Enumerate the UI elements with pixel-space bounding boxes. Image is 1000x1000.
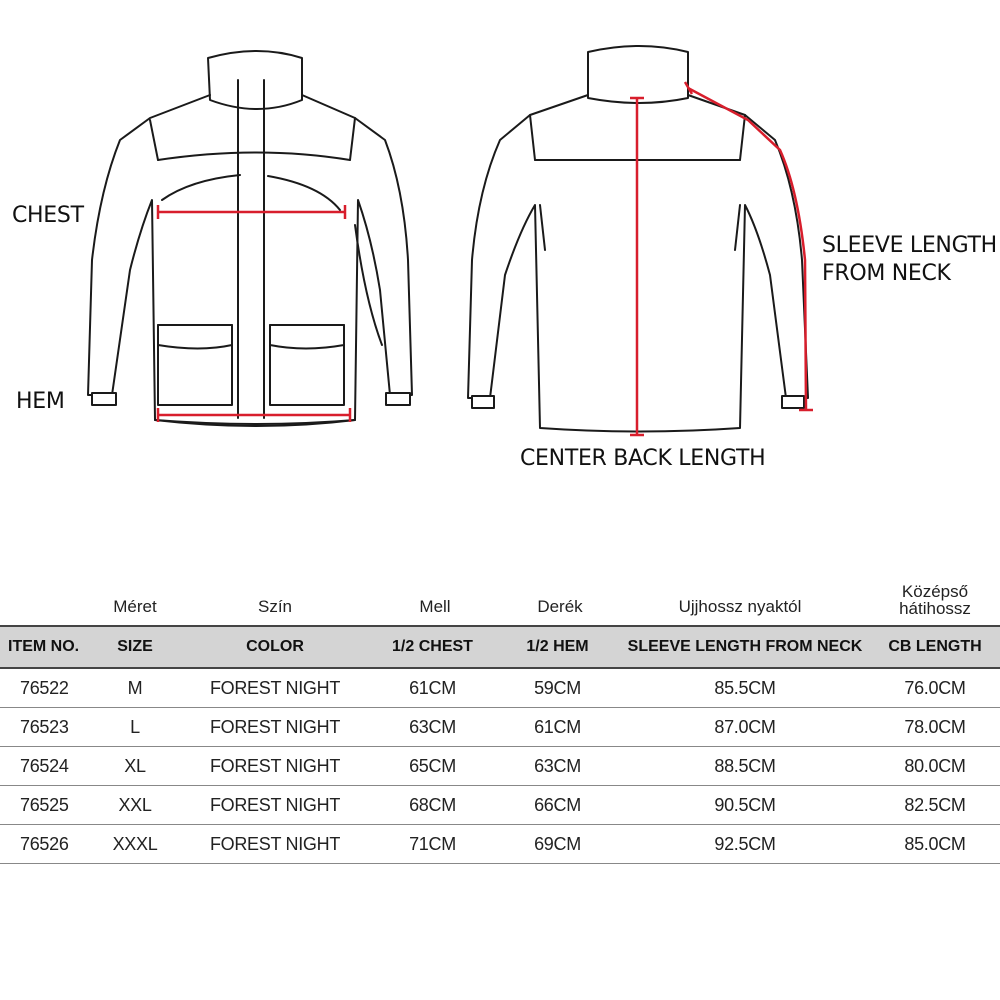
cell-size: M xyxy=(90,668,180,708)
cell-cb-length: 82.5CM xyxy=(870,786,1000,825)
cell-half-hem: 61CM xyxy=(495,708,620,747)
hu-header-chest: Mell xyxy=(419,597,451,616)
cell-item-no: 76523 xyxy=(0,708,90,747)
header-half-chest: 1/2 CHEST xyxy=(370,626,495,668)
cell-color: FOREST NIGHT xyxy=(180,747,370,786)
chest-label: CHEST xyxy=(12,203,84,228)
table-row xyxy=(0,747,1000,786)
hu-header-sleeve: Ujjhossz nyaktól xyxy=(678,597,802,616)
cell-cb-length: 78.0CM xyxy=(870,708,1000,747)
cell-cb-length: 80.0CM xyxy=(870,747,1000,786)
hungarian-header-row xyxy=(0,582,1000,624)
header-size: SIZE xyxy=(90,626,180,668)
cell-half-hem: 63CM xyxy=(495,747,620,786)
cell-color: FOREST NIGHT xyxy=(180,668,370,708)
header-half-hem: 1/2 HEM xyxy=(495,626,620,668)
cell-half-chest: 71CM xyxy=(370,825,495,864)
hu-header-color: Szín xyxy=(257,597,293,616)
cell-item-no: 76522 xyxy=(0,668,90,708)
header-color: COLOR xyxy=(180,626,370,668)
table-row xyxy=(0,668,1000,708)
cell-size: XXXL xyxy=(90,825,180,864)
cell-half-chest: 68CM xyxy=(370,786,495,825)
center-back-measure-line xyxy=(630,98,644,435)
cell-half-hem: 59CM xyxy=(495,668,620,708)
table-row xyxy=(0,786,1000,825)
cell-item-no: 76526 xyxy=(0,825,90,864)
cell-size: L xyxy=(90,708,180,747)
size-table xyxy=(0,625,1000,864)
front-jacket-drawing xyxy=(88,51,412,426)
hu-header-size: Méret xyxy=(113,597,157,616)
cell-half-chest: 61CM xyxy=(370,668,495,708)
hem-measure-line xyxy=(158,408,350,422)
table-row xyxy=(0,708,1000,747)
center-back-length-label: CENTER BACK LENGTH xyxy=(520,446,766,471)
chest-measure-line xyxy=(158,205,345,219)
header-item-no: ITEM NO. xyxy=(0,626,90,668)
cell-half-chest: 63CM xyxy=(370,708,495,747)
cell-color: FOREST NIGHT xyxy=(180,708,370,747)
cell-item-no: 76525 xyxy=(0,786,90,825)
cell-color: FOREST NIGHT xyxy=(180,786,370,825)
cell-cb-length: 76.0CM xyxy=(870,668,1000,708)
hu-header-cb-length: Középső hátihossz xyxy=(899,582,971,618)
cell-size: XL xyxy=(90,747,180,786)
cell-sleeve-length: 85.5CM xyxy=(620,668,870,708)
hem-label: HEM xyxy=(16,389,65,414)
table-row xyxy=(0,825,1000,864)
cell-half-chest: 65CM xyxy=(370,747,495,786)
cell-sleeve-length: 92.5CM xyxy=(620,825,870,864)
sleeve-measure-line xyxy=(685,82,813,410)
cell-cb-length: 85.0CM xyxy=(870,825,1000,864)
header-cb-length: CB LENGTH xyxy=(870,626,1000,668)
cell-half-hem: 66CM xyxy=(495,786,620,825)
cell-sleeve-length: 88.5CM xyxy=(620,747,870,786)
table-header-row xyxy=(0,626,1000,668)
cell-color: FOREST NIGHT xyxy=(180,825,370,864)
cell-sleeve-length: 90.5CM xyxy=(620,786,870,825)
cell-item-no: 76524 xyxy=(0,747,90,786)
cell-sleeve-length: 87.0CM xyxy=(620,708,870,747)
hu-header-hem: Derék xyxy=(537,597,583,616)
header-sleeve-length: SLEEVE LENGTH FROM NECK xyxy=(620,626,870,668)
cell-half-hem: 69CM xyxy=(495,825,620,864)
sleeve-length-label: SLEEVE LENGTH FROM NECK xyxy=(822,233,997,286)
cell-size: XXL xyxy=(90,786,180,825)
